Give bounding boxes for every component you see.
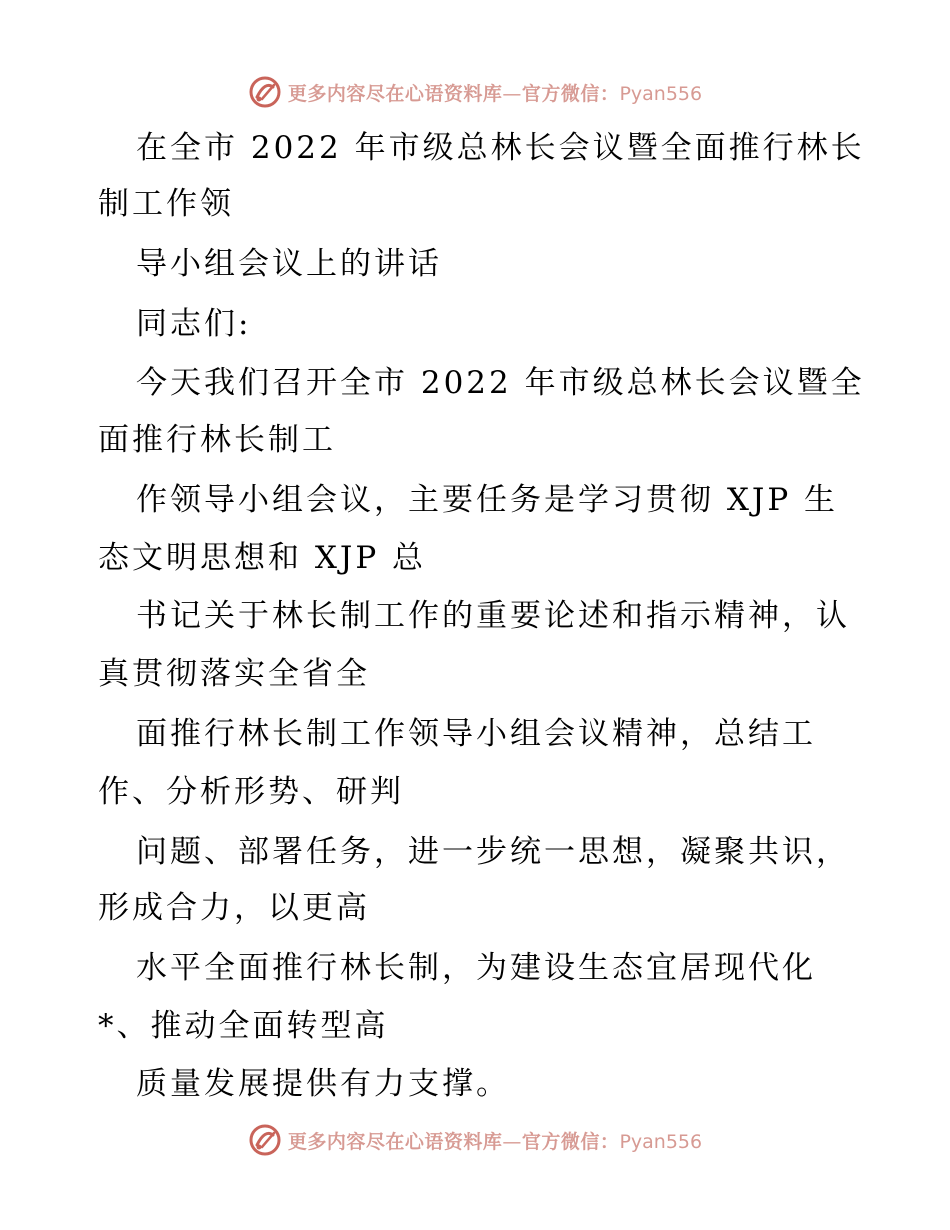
document-line: 态文明思想和 XJP 总 — [98, 540, 427, 576]
watermark-contact-id: Pyan556 — [619, 1130, 703, 1153]
document-line: 作领导小组会议，主要任务是学习贯彻 XJP 生 — [136, 482, 839, 518]
document-line: *、推动全面转型高 — [98, 1008, 389, 1044]
document-line: 真贯彻落实全省全 — [98, 656, 370, 692]
document-line: 面推行林长制工 — [98, 422, 336, 458]
watermark-contact-id: Pyan556 — [619, 82, 703, 105]
document-line: 水平全面推行林长制，为建设生态宜居现代化 — [136, 950, 816, 986]
watermark-contact-label: 官方微信： — [521, 1130, 620, 1153]
document-line: 书记关于林长制工作的重要论述和指示精神，认 — [136, 598, 850, 634]
watermark-text — [288, 1127, 702, 1154]
header-watermark — [0, 72, 950, 112]
document-line: 今天我们召开全市 2022 年市级总林长会议暨全 — [136, 365, 865, 401]
watermark-title: 更多内容尽在心语资料库 — [287, 82, 503, 105]
footer-watermark — [0, 1120, 950, 1160]
watermark-title: 更多内容尽在心语资料库 — [287, 1130, 503, 1153]
document-line: 问题、部署任务，进一步统一思想，凝聚共识， — [136, 834, 850, 870]
watermark-text — [288, 79, 702, 106]
watermark-separator: — — [502, 82, 522, 105]
seal-logo-icon — [248, 1123, 282, 1157]
document-line: 质量发展提供有力支撑。 — [136, 1066, 510, 1102]
document-line: 形成合力，以更高 — [98, 890, 370, 926]
watermark-separator: — — [502, 1130, 522, 1153]
watermark-contact-label: 官方微信： — [521, 82, 620, 105]
document-line: 导小组会议上的讲话 — [136, 246, 442, 282]
document-line: 面推行林长制工作领导小组会议精神，总结工 — [136, 716, 816, 752]
document-line: 在全市 2022 年市级总林长会议暨全面推行林长 — [136, 130, 865, 166]
seal-logo-icon — [248, 75, 282, 109]
document-line: 同志们: — [136, 306, 252, 342]
document-line: 作、分析形势、研判 — [98, 774, 404, 810]
document-line: 制工作领 — [98, 186, 234, 222]
